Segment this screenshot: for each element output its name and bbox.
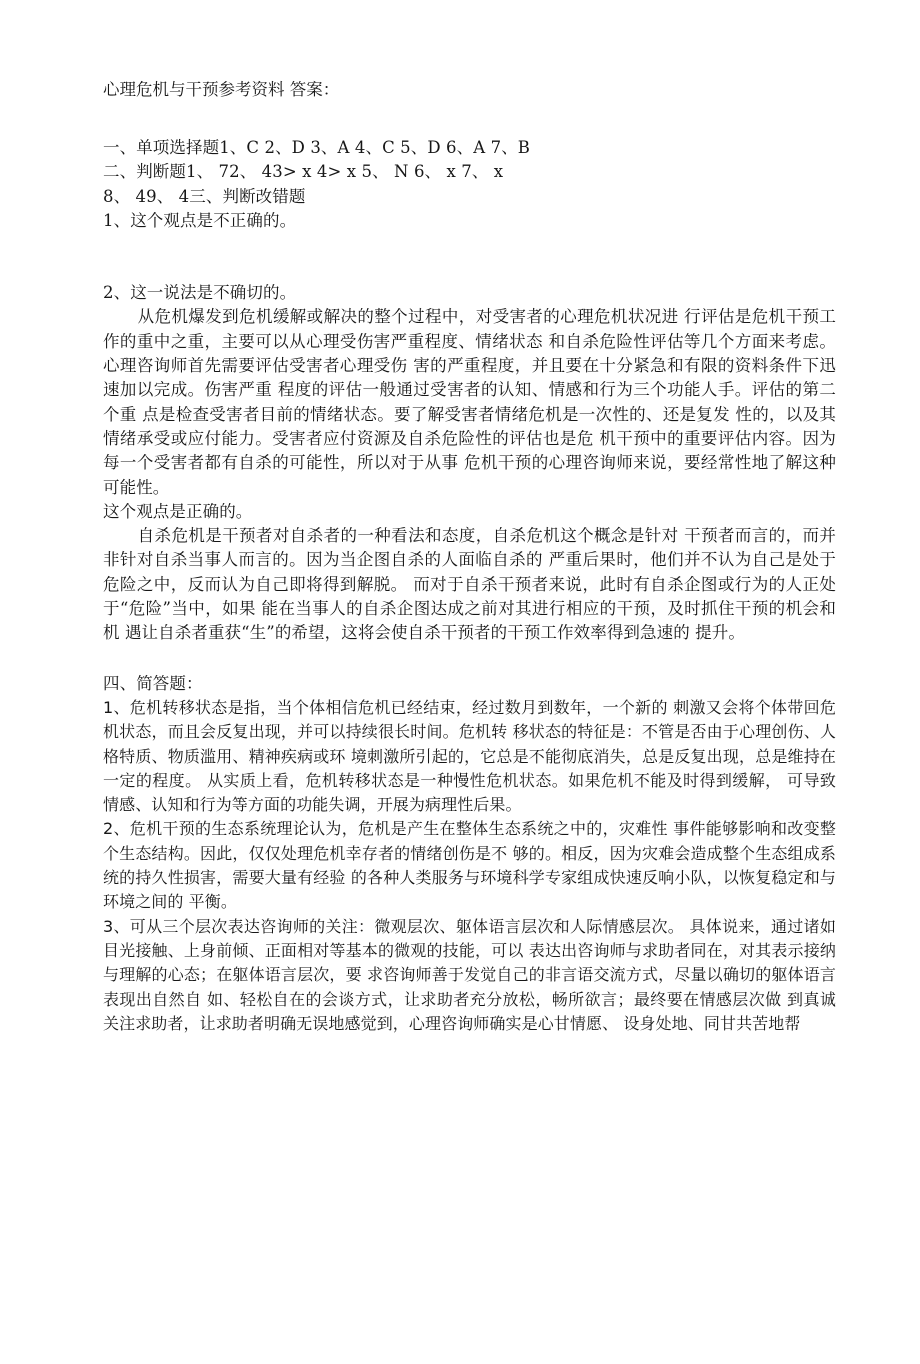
correction-answer-3: 这个观点是正确的。 xyxy=(103,501,253,521)
document-title: 心理危机与干预参考资料 答案： xyxy=(103,80,340,99)
short-answer-1: 1、危机转移状态是指，当个体相信危机已经结束，经过数月到数年，一个新的 刺激又会将个体带回危机状态，而且会反复出现，并可以持续很长时间。危机转 移状态的特征是：不管是否由于心理创伤、人格特质、物质滥用、精神疾病或环 境刺激所引起的，它总是不能彻底消失，总是反复出现，总是维持在一定的程度。 从实质上看，危机转移状态是一种慢性危机状态。如果危机不能及时得到缓解， 可导致情感、认知和行为等方面的功能失调，开展为病理性后果。 xyxy=(103,697,836,815)
multiple-choice-answers-line: 一、单项选择题1、C 2、D 3、A 4、C 5、D 6、A 7、B xyxy=(103,138,531,157)
true-false-answers-line-2: 8、 49、 4三、判断改错题 xyxy=(103,186,306,206)
short-answer-2: 2、危机干预的生态系统理论认为，危机是产生在整体生态系统之中的，灾难性 事件能够影响和改变整个生态结构。因此，仅仅处理危机幸存者的情绪创伤是不 够的。相反，因为灾难会造成整个生态组成系统的持久性损害，需要大量有经验 的各种人类服务与环境科学专家组成快速反响小队，以恢复稳定和与环境之间的 平衡。 xyxy=(103,819,836,912)
paragraph-crisis-assessment: 从危机爆发到危机缓解或解决的整个过程中，对受害者的心理危机状况进 行评估是危机干预工作的重中之重，主要可以从心理受伤害严重程度、情绪状态 和自杀危险性评估等几个方面来考虑。心理咨询师首先需要评估受害者心理受伤 害的严重程度，并且要在十分紧急和有限的资料条件下迅速加以完成。伤害严重 程度的评估一般通过受害者的认知、情感和行为三个功能人手。评估的第二个重 点是检查受害者目前的情绪状态。要了解受害者情绪危机是一次性的、还是复发 性的，以及其情绪承受或应付能力。受害者应付资源及自杀危险性的评估也是危 机干预中的重要评估内容。因为每一个受害者都有自杀的可能性，所以对于从事 危机干预的心理咨询师来说，要经常性地了解这种可能性。 xyxy=(103,307,836,497)
spacer-after-title xyxy=(103,102,836,136)
document-body xyxy=(103,78,836,1036)
spacer-blank-1 xyxy=(103,233,836,281)
short-answer-3: 3、可从三个层次表达咨询师的关注：微观层次、躯体语言层次和人际情感层次。 具体说来，通过诸如目光接触、上身前倾、正面相对等基本的微观的技能，可以 表达出咨询师与求助者同在，对其表示接纳与理解的心态；在躯体语言层次，要 求咨询师善于发觉自己的非言语交流方式，尽量以确切的躯体语言表现出自然自 如、轻松自在的会谈方式，让求助者充分放松，畅所欲言；最终要在情感层次做 到真诚关注求助者，让求助者明确无误地感觉到，心理咨询师确实是心甘情愿、 设身处地、同甘共苦地帮 xyxy=(103,916,836,1033)
short-answer-heading: 四、简答题： xyxy=(103,673,203,693)
paragraph-suicide-crisis: 自杀危机是干预者对自杀者的一种看法和态度，自杀危机这个概念是针对 干预者而言的，而并非针对自杀当事人而言的。因为当企图自杀的人面临自杀的 严重后果时，他们并不认为自己是处于危险之中，反而认为自己即将得到解脱。 而对于自杀干预者来说，此时有自杀企图或行为的人正处于“危险”当中，如果 能在当事人的自杀企图达成之前对其进行相应的干预，及时抓住干预的机会和机 遇让自杀者重获“生”的希望，这将会使自杀干预者的干预工作效率得到急速的 提升。 xyxy=(103,526,836,643)
spacer-before-short-answers xyxy=(103,646,836,672)
true-false-answers-line-1: 二、判断题1、 72、 43> x 4> x 5、 N 6、 x 7、 x xyxy=(103,162,504,182)
correction-answer-2: 2、这一说法是不确切的。 xyxy=(103,283,297,303)
correction-answer-1: 1、这个观点是不正确的。 xyxy=(103,210,297,230)
